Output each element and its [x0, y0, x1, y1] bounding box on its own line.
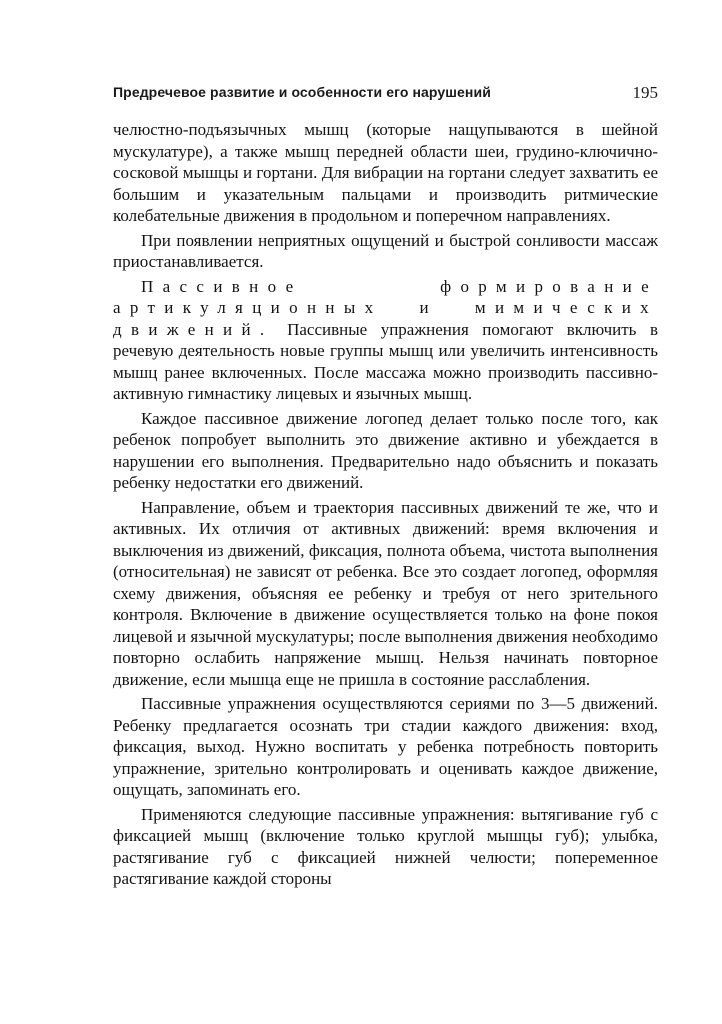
- page-number: 195: [632, 83, 658, 102]
- body-text: [113, 119, 658, 890]
- chapter-title: Предречевое развитие и особенности его нарушений: [113, 84, 491, 100]
- section-heading-passive-formation: Пассивное формирование артикуляционных и мимических движений.: [113, 276, 658, 339]
- paragraph-5: Направление, объем и траектория пассивных движений те же, что и активных. Их отличия от активных движений: время включения и выключения из движений, фиксация, полнота объема, чистота выполнения (относительная) не зависят от ребенка. Все это создает логопед, оформляя схему движения, объясняя ее ребенку и требуя от него зрительного контроля. Включение в движение осуществляется только на фоне покоя лицевой и язычной мускулатуры; после выполнения движения необходимо повторно ослабить напряжение мышц. Нельзя начинать повторное движение, если мышца еще не пришла в состояние расслабления.: [113, 497, 658, 689]
- paragraph-7: Применяются следующие пассивные упражнения: вытягивание губ с фиксацией мышц (включение только круглой мышцы губ); улыбка, растягивание губ с фиксацией нижней челюсти; попеременное растягивание каждой стороны: [113, 804, 658, 888]
- paragraph-6: Пассивные упражнения осуществляются сериями по 3—5 движений. Ребенку предлагается осознать три стадии каждого движения: вход, фиксация, выход. Нужно воспитать у ребенка потребность повторить упражнение, зрительно контролировать и оценивать каждое движение, ощущать, запоминать его.: [113, 694, 658, 799]
- paragraph-3-text: Пассивные упражнения помогают включить в речевую деятельность новые группы мышц или увеличить интенсивность мышц ранее включенных. После массажа можно производить пассивно-активную гимнастику лицевых и язычных мышц.: [113, 319, 658, 403]
- paragraph-2: При появлении неприятных ощущений и быстрой сонливости массаж приостанавливается.: [113, 230, 658, 271]
- paragraph-4: Каждое пассивное движение логопед делает только после того, как ребенок попробует выполнить это движение активно и убеждается в нарушении его выполнения. Предварительно надо объяснить и показать ребенку недостатки его движений.: [113, 408, 658, 492]
- running-head: [113, 84, 658, 106]
- paragraph-1: челюстно-подъязычных мышц (которые нащупываются в шейной мускулатуре), а также мышц передней области шеи, грудино-ключично-сосковой мышцы и гортани. Для вибрации на гортани следует захватить ее большим и указательным пальцами и производить ритмические колебательные движения в продольном и поперечном направлениях.: [113, 120, 658, 225]
- paragraph-3: [113, 276, 658, 405]
